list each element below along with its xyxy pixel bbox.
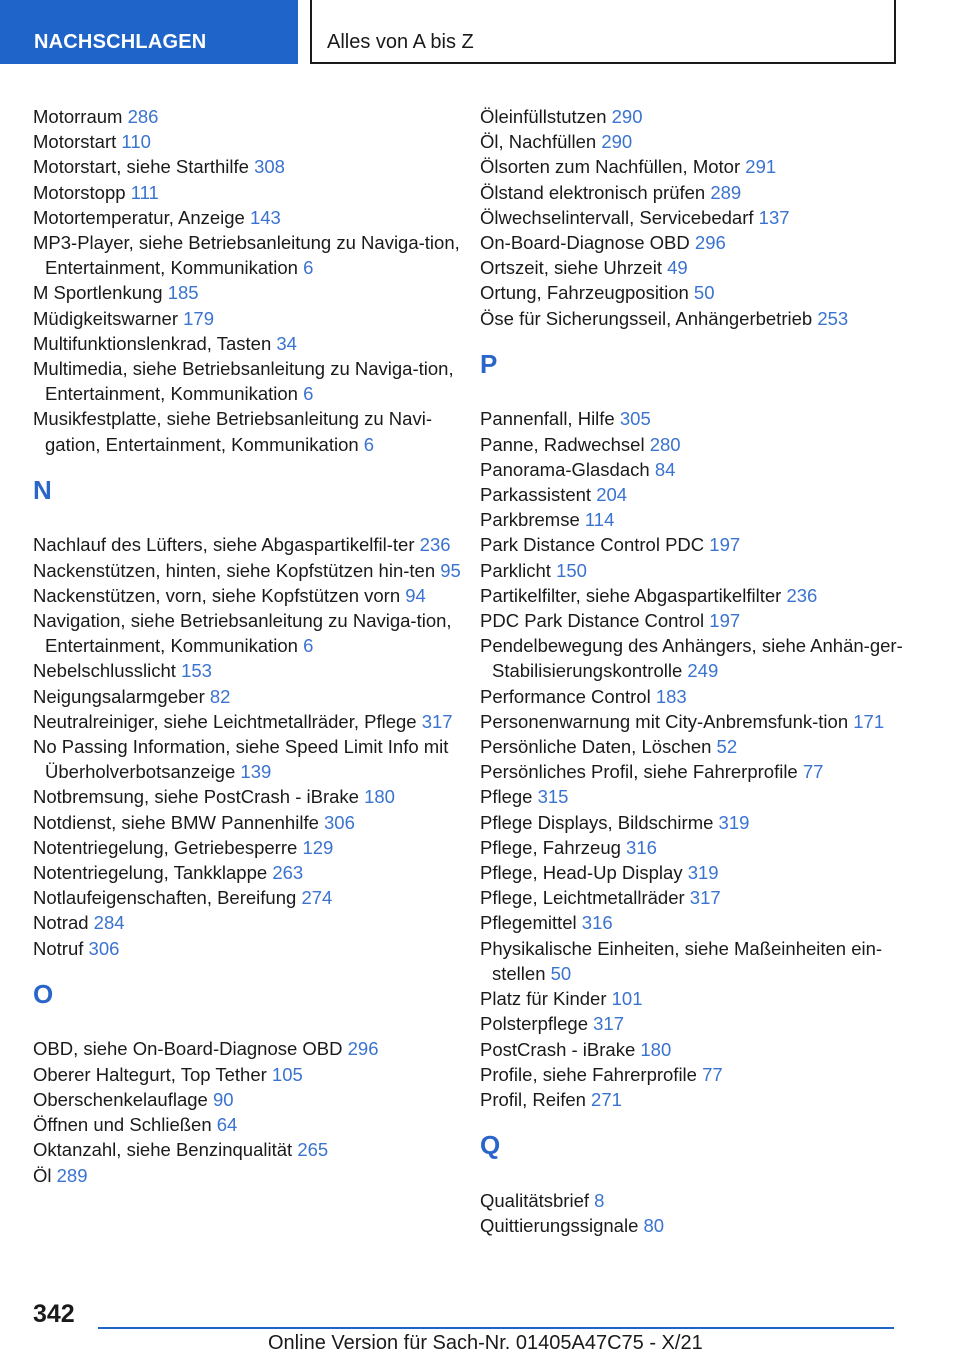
index-entry-text: Ölwechselintervall, Servicebedarf	[480, 206, 754, 228]
index-entry	[480, 910, 910, 935]
index-entry	[480, 558, 910, 583]
page-reference-link[interactable]: 150	[556, 559, 587, 581]
index-entry-text: Profil, Reifen	[480, 1088, 586, 1110]
index-entry-text: Physikalische Einheiten, siehe Maßeinheiten ein-stellen	[480, 937, 883, 984]
page-reference-link[interactable]: 280	[649, 433, 681, 455]
index-entry-text: Multifunktionslenkrad, Tasten	[33, 332, 272, 354]
index-entry-text: Motorraum	[33, 106, 123, 127]
page-reference-link[interactable]: 77	[802, 761, 824, 783]
page-reference-link[interactable]: 49	[667, 257, 688, 279]
index-entry-text: Öl, Nachfüllen	[480, 131, 597, 153]
page-reference-link[interactable]: 143	[249, 206, 281, 228]
index-entry-text: Parkbremse	[480, 509, 580, 531]
index-entry	[480, 684, 910, 709]
page-reference-link[interactable]: 50	[550, 962, 572, 984]
index-entry-text: Quittierungssignale	[480, 1214, 639, 1236]
index-entry	[480, 784, 910, 809]
index-entry-text: Parkassistent	[480, 484, 592, 506]
index-entry-text: Pflege Displays, Bildschirme	[480, 811, 714, 833]
index-entry	[33, 532, 463, 557]
page-reference-link[interactable]: 317	[421, 710, 453, 732]
index-entry	[33, 331, 463, 356]
index-entry-text: Park Distance Control PDC	[480, 534, 705, 556]
index-entry	[480, 835, 910, 860]
index-entry	[33, 1112, 463, 1137]
index-entry	[33, 180, 463, 205]
index-entry	[33, 583, 463, 608]
index-entry	[480, 1213, 910, 1238]
page-reference-link[interactable]: 84	[654, 458, 676, 480]
index-entry-text: Parklicht	[480, 559, 551, 581]
index-letter-heading: N	[33, 474, 52, 505]
index-entry	[33, 1087, 463, 1112]
index-entry	[33, 658, 463, 683]
index-entry	[33, 835, 463, 860]
index-entry	[33, 1137, 463, 1162]
index-entry-text: Notentriegelung, Tankklappe	[33, 862, 268, 884]
index-entry	[480, 507, 910, 532]
index-entry	[33, 910, 463, 935]
index-entry	[33, 608, 463, 658]
index-entry-text: Oberer Haltegurt, Top Tether	[33, 1063, 267, 1085]
page-reference-link[interactable]: 180	[640, 1038, 672, 1060]
index-entry-text: Pflege, Fahrzeug	[480, 836, 621, 858]
index-entry	[33, 154, 463, 179]
index-letter-heading: O	[33, 978, 54, 1009]
index-entry	[33, 709, 463, 734]
index-entry-text: Profile, siehe Fahrerprofile	[480, 1063, 697, 1085]
page-reference-link[interactable]: 236	[419, 534, 451, 556]
index-entry	[480, 583, 910, 608]
page-reference-link[interactable]: 274	[301, 887, 333, 909]
chapter-title: Alles von A bis Z	[310, 0, 896, 64]
index-entry-text: OBD, siehe On-Board-Diagnose OBD	[33, 1038, 343, 1060]
index-entry-text: PDC Park Distance Control	[480, 610, 705, 632]
footer-text: Online Version für Sach-Nr. 01405A47C75 - X/21	[268, 1332, 703, 1354]
page-reference-link[interactable]: 296	[347, 1038, 379, 1060]
index-entry-text: Multimedia, siehe Betriebsanleitung zu Naviga-tion, Entertainment, Kommunikation	[33, 358, 454, 405]
index-entry-text: M Sportlenkung	[33, 282, 163, 304]
index-entry-text: No Passing Information, siehe Speed Limit Info mit Überholverbotsanzeige	[33, 736, 449, 783]
index-entry	[480, 205, 910, 230]
index-entry-text: Partikelfilter, siehe Abgaspartikelfilter	[480, 584, 782, 606]
index-entry-text: Öl	[33, 1164, 52, 1186]
index-entry-text: Persönliche Daten, Löschen	[480, 736, 712, 758]
index-entry-text: Performance Control	[480, 685, 651, 707]
page-reference-link[interactable]: 319	[718, 811, 750, 833]
index-entry-text: Motortemperatur, Anzeige	[33, 206, 245, 228]
page-reference-link[interactable]: 296	[694, 232, 726, 254]
page-reference-link[interactable]: 137	[758, 206, 790, 228]
index-column-right	[480, 104, 910, 1238]
index-entry	[33, 1062, 463, 1087]
index-entry	[480, 633, 910, 683]
index-entry	[480, 885, 910, 910]
page-reference-link[interactable]: 197	[709, 534, 741, 556]
index-entry	[480, 1011, 910, 1036]
index-entry-text: Nackenstützen, hinten, siehe Kopfstützen hin-ten	[33, 559, 436, 581]
index-entry	[33, 885, 463, 910]
index-entry-text: Musikfestplatte, siehe Betriebsanleitung zu Navi-gation, Entertainment, Kommunikation	[33, 408, 432, 455]
index-entry	[33, 280, 463, 305]
page-reference-link[interactable]: 317	[593, 1013, 624, 1035]
page-reference-link[interactable]: 316	[626, 836, 657, 858]
index-entry	[480, 230, 910, 255]
index-entry	[480, 759, 910, 784]
index-entry-text: Platz für Kinder	[480, 988, 607, 1010]
page-reference-link[interactable]: 101	[611, 988, 643, 1010]
page-reference-link[interactable]: 306	[324, 811, 355, 833]
page-reference-link[interactable]: 308	[254, 156, 285, 178]
index-entry	[33, 230, 463, 280]
index-entry	[33, 558, 463, 583]
page-reference-link[interactable]: 171	[853, 710, 885, 732]
index-entry	[33, 1163, 463, 1188]
index-entry	[480, 255, 910, 280]
index-entry-text: MP3-Player, siehe Betriebsanleitung zu Naviga-tion, Entertainment, Kommunikation	[33, 232, 460, 279]
page-reference-link[interactable]: 319	[687, 862, 719, 884]
index-entry-text: Notrad	[33, 912, 89, 934]
page-reference-link[interactable]: 180	[364, 786, 395, 808]
page-reference-link[interactable]: 6	[303, 635, 314, 657]
index-entry-text: Pendelbewegung des Anhängers, siehe Anhän-ger-Stabilisierungskontrolle	[480, 635, 903, 682]
index-entry	[33, 684, 463, 709]
index-entry-text: Neutralreiniger, siehe Leichtmetallräder, Pflege	[33, 710, 417, 732]
index-entry-text: Motorstart	[33, 131, 117, 153]
index-entry-text: Polsterpflege	[480, 1013, 588, 1035]
index-entry	[480, 532, 910, 557]
index-entry-text: Notdienst, siehe BMW Pannenhilfe	[33, 811, 319, 833]
page-reference-link[interactable]: 290	[611, 106, 643, 127]
index-entry-text: On-Board-Diagnose OBD	[480, 232, 690, 254]
index-entry-text: Pflege	[480, 786, 533, 808]
page-reference-link[interactable]: 197	[709, 610, 741, 632]
index-entry	[480, 936, 910, 986]
index-entry-text: Öleinfüllstutzen	[480, 106, 607, 127]
index-entry-text: Notlaufeigenschaften, Bereifung	[33, 887, 297, 909]
index-entry	[480, 104, 910, 129]
index-entry-text: Notbremsung, siehe PostCrash - iBrake	[33, 786, 359, 808]
index-entry-text: Neigungsalarmgeber	[33, 685, 205, 707]
page-reference-link[interactable]: 111	[130, 181, 159, 203]
page-reference-link[interactable]: 153	[181, 660, 212, 682]
index-entry	[480, 129, 910, 154]
page-reference-link[interactable]: 284	[93, 912, 125, 934]
index-entry-text: Motorstopp	[33, 181, 126, 203]
index-entry-text: Personenwarnung mit City-Anbremsfunk-tion	[480, 710, 849, 732]
index-entry	[33, 306, 463, 331]
index-entry	[33, 129, 463, 154]
page-reference-link[interactable]: 306	[88, 937, 120, 959]
index-column-left	[33, 104, 463, 1188]
index-entry-text: Nebelschlusslicht	[33, 660, 176, 682]
page-reference-link[interactable]: 6	[363, 433, 375, 455]
page-reference-link[interactable]: 305	[619, 408, 651, 430]
page-reference-link[interactable]: 236	[786, 584, 818, 606]
index-entry-text: Ortszeit, siehe Uhrzeit	[480, 257, 662, 279]
index-entry-text: Nachlauf des Lüfters, siehe Abgaspartikelfil-ter	[33, 534, 415, 556]
index-entry-text: Ortung, Fahrzeugposition	[480, 282, 689, 304]
index-entry-text: Pflegemittel	[480, 912, 577, 934]
page-reference-link[interactable]: 94	[405, 584, 426, 606]
page-reference-link[interactable]: 289	[56, 1164, 88, 1186]
page-reference-link[interactable]: 286	[127, 106, 159, 127]
page-reference-link[interactable]: 315	[537, 786, 569, 808]
index-entry-text: Öse für Sicherungsseil, Anhängerbetrieb	[480, 307, 813, 329]
index-entry-text: Qualitätsbrief	[480, 1189, 589, 1211]
page-reference-link[interactable]: 110	[121, 131, 151, 153]
index-entry	[480, 709, 910, 734]
index-entry-text: Panorama-Glasdach	[480, 458, 650, 480]
page-reference-link[interactable]: 139	[240, 761, 272, 783]
index-entry-text: Müdigkeitswarner	[33, 307, 178, 329]
page-reference-link[interactable]: 253	[817, 307, 849, 329]
page-number: 342	[33, 1300, 75, 1328]
index-entry	[480, 432, 910, 457]
index-letter-heading: P	[480, 348, 498, 379]
section-tab: NACHSCHLAGEN	[0, 0, 298, 64]
page-reference-link[interactable]: 204	[596, 484, 628, 506]
index-entry	[480, 280, 910, 305]
index-entry-text: Oberschenkelauflage	[33, 1088, 208, 1110]
page-reference-link[interactable]: 185	[167, 282, 199, 304]
index-entry	[33, 936, 463, 961]
page-reference-link[interactable]: 34	[276, 332, 297, 354]
index-entry	[480, 154, 910, 179]
index-entry-text: Panne, Radwechsel	[480, 433, 645, 455]
page-reference-link[interactable]: 6	[303, 257, 314, 279]
index-entry-text: Pflege, Leichtmetallräder	[480, 887, 685, 909]
page-reference-link[interactable]: 317	[689, 887, 721, 909]
page-reference-link[interactable]: 114	[584, 509, 615, 531]
index-entry	[480, 1037, 910, 1062]
index-entry	[33, 205, 463, 230]
page-reference-link[interactable]: 95	[440, 559, 461, 581]
index-entry	[480, 457, 910, 482]
index-entry-text: PostCrash - iBrake	[480, 1038, 636, 1060]
page-reference-link[interactable]: 291	[745, 156, 777, 178]
index-letter-heading: Q	[480, 1130, 501, 1161]
page-reference-link[interactable]: 50	[693, 282, 715, 304]
index-entry	[33, 860, 463, 885]
page-reference-link[interactable]: 316	[581, 912, 613, 934]
index-entry	[33, 810, 463, 835]
index-entry	[480, 306, 910, 331]
index-entry	[33, 356, 463, 406]
page-reference-link[interactable]: 8	[594, 1189, 605, 1211]
index-entry	[33, 1036, 463, 1061]
page-reference-link[interactable]: 265	[297, 1139, 329, 1161]
index-entry-text: Ölstand elektronisch prüfen	[480, 181, 706, 203]
index-entry-text: Notentriegelung, Getriebesperre	[33, 836, 298, 858]
index-entry	[33, 784, 463, 809]
index-entry	[480, 406, 910, 431]
page-reference-link[interactable]: 179	[183, 307, 214, 329]
index-entry	[480, 180, 910, 205]
index-entry	[480, 986, 910, 1011]
index-entry	[480, 1062, 910, 1087]
page-reference-link[interactable]: 64	[216, 1114, 238, 1136]
index-entry-text: Navigation, siehe Betriebsanleitung zu Naviga-tion, Entertainment, Kommunikation	[33, 610, 452, 657]
page-reference-link[interactable]: 82	[209, 685, 231, 707]
index-entry	[33, 734, 463, 784]
page-reference-link[interactable]: 290	[601, 131, 633, 153]
page-reference-link[interactable]: 105	[271, 1063, 303, 1085]
page-reference-link[interactable]: 80	[643, 1214, 665, 1236]
index-entry-text: Persönliches Profil, siehe Fahrerprofile	[480, 761, 798, 783]
index-entry	[480, 860, 910, 885]
page-reference-link[interactable]: 263	[272, 862, 304, 884]
page-reference-link[interactable]: 129	[302, 836, 334, 858]
index-entry	[480, 1188, 910, 1213]
page-reference-link[interactable]: 183	[655, 685, 687, 707]
index-entry-text: Pannenfall, Hilfe	[480, 408, 615, 430]
index-entry-text: Öffnen und Schließen	[33, 1114, 212, 1136]
page-reference-link[interactable]: 90	[212, 1088, 234, 1110]
page-reference-link[interactable]: 77	[702, 1063, 723, 1085]
index-entry-text: Motorstart, siehe Starthilfe	[33, 156, 249, 178]
page-reference-link[interactable]: 271	[591, 1088, 622, 1110]
index-entry-text: Ölsorten zum Nachfüllen, Motor	[480, 156, 741, 178]
page-reference-link[interactable]: 6	[303, 383, 314, 405]
index-entry-text: Nackenstützen, vorn, siehe Kopfstützen vorn	[33, 584, 401, 606]
index-entry-text: Pflege, Head-Up Display	[480, 862, 683, 884]
page-reference-link[interactable]: 52	[716, 736, 738, 758]
index-entry	[33, 406, 463, 456]
index-entry	[33, 104, 463, 129]
index-entry-text: Notruf	[33, 937, 84, 959]
index-entry	[480, 734, 910, 759]
index-entry-text: Oktanzahl, siehe Benzinqualität	[33, 1139, 293, 1161]
index-entry	[480, 810, 910, 835]
page-reference-link[interactable]: 249	[687, 660, 719, 682]
index-entry	[480, 1087, 910, 1112]
index-entry	[480, 608, 910, 633]
footer-divider	[98, 1327, 894, 1329]
index-entry	[480, 482, 910, 507]
page-reference-link[interactable]: 289	[710, 181, 742, 203]
